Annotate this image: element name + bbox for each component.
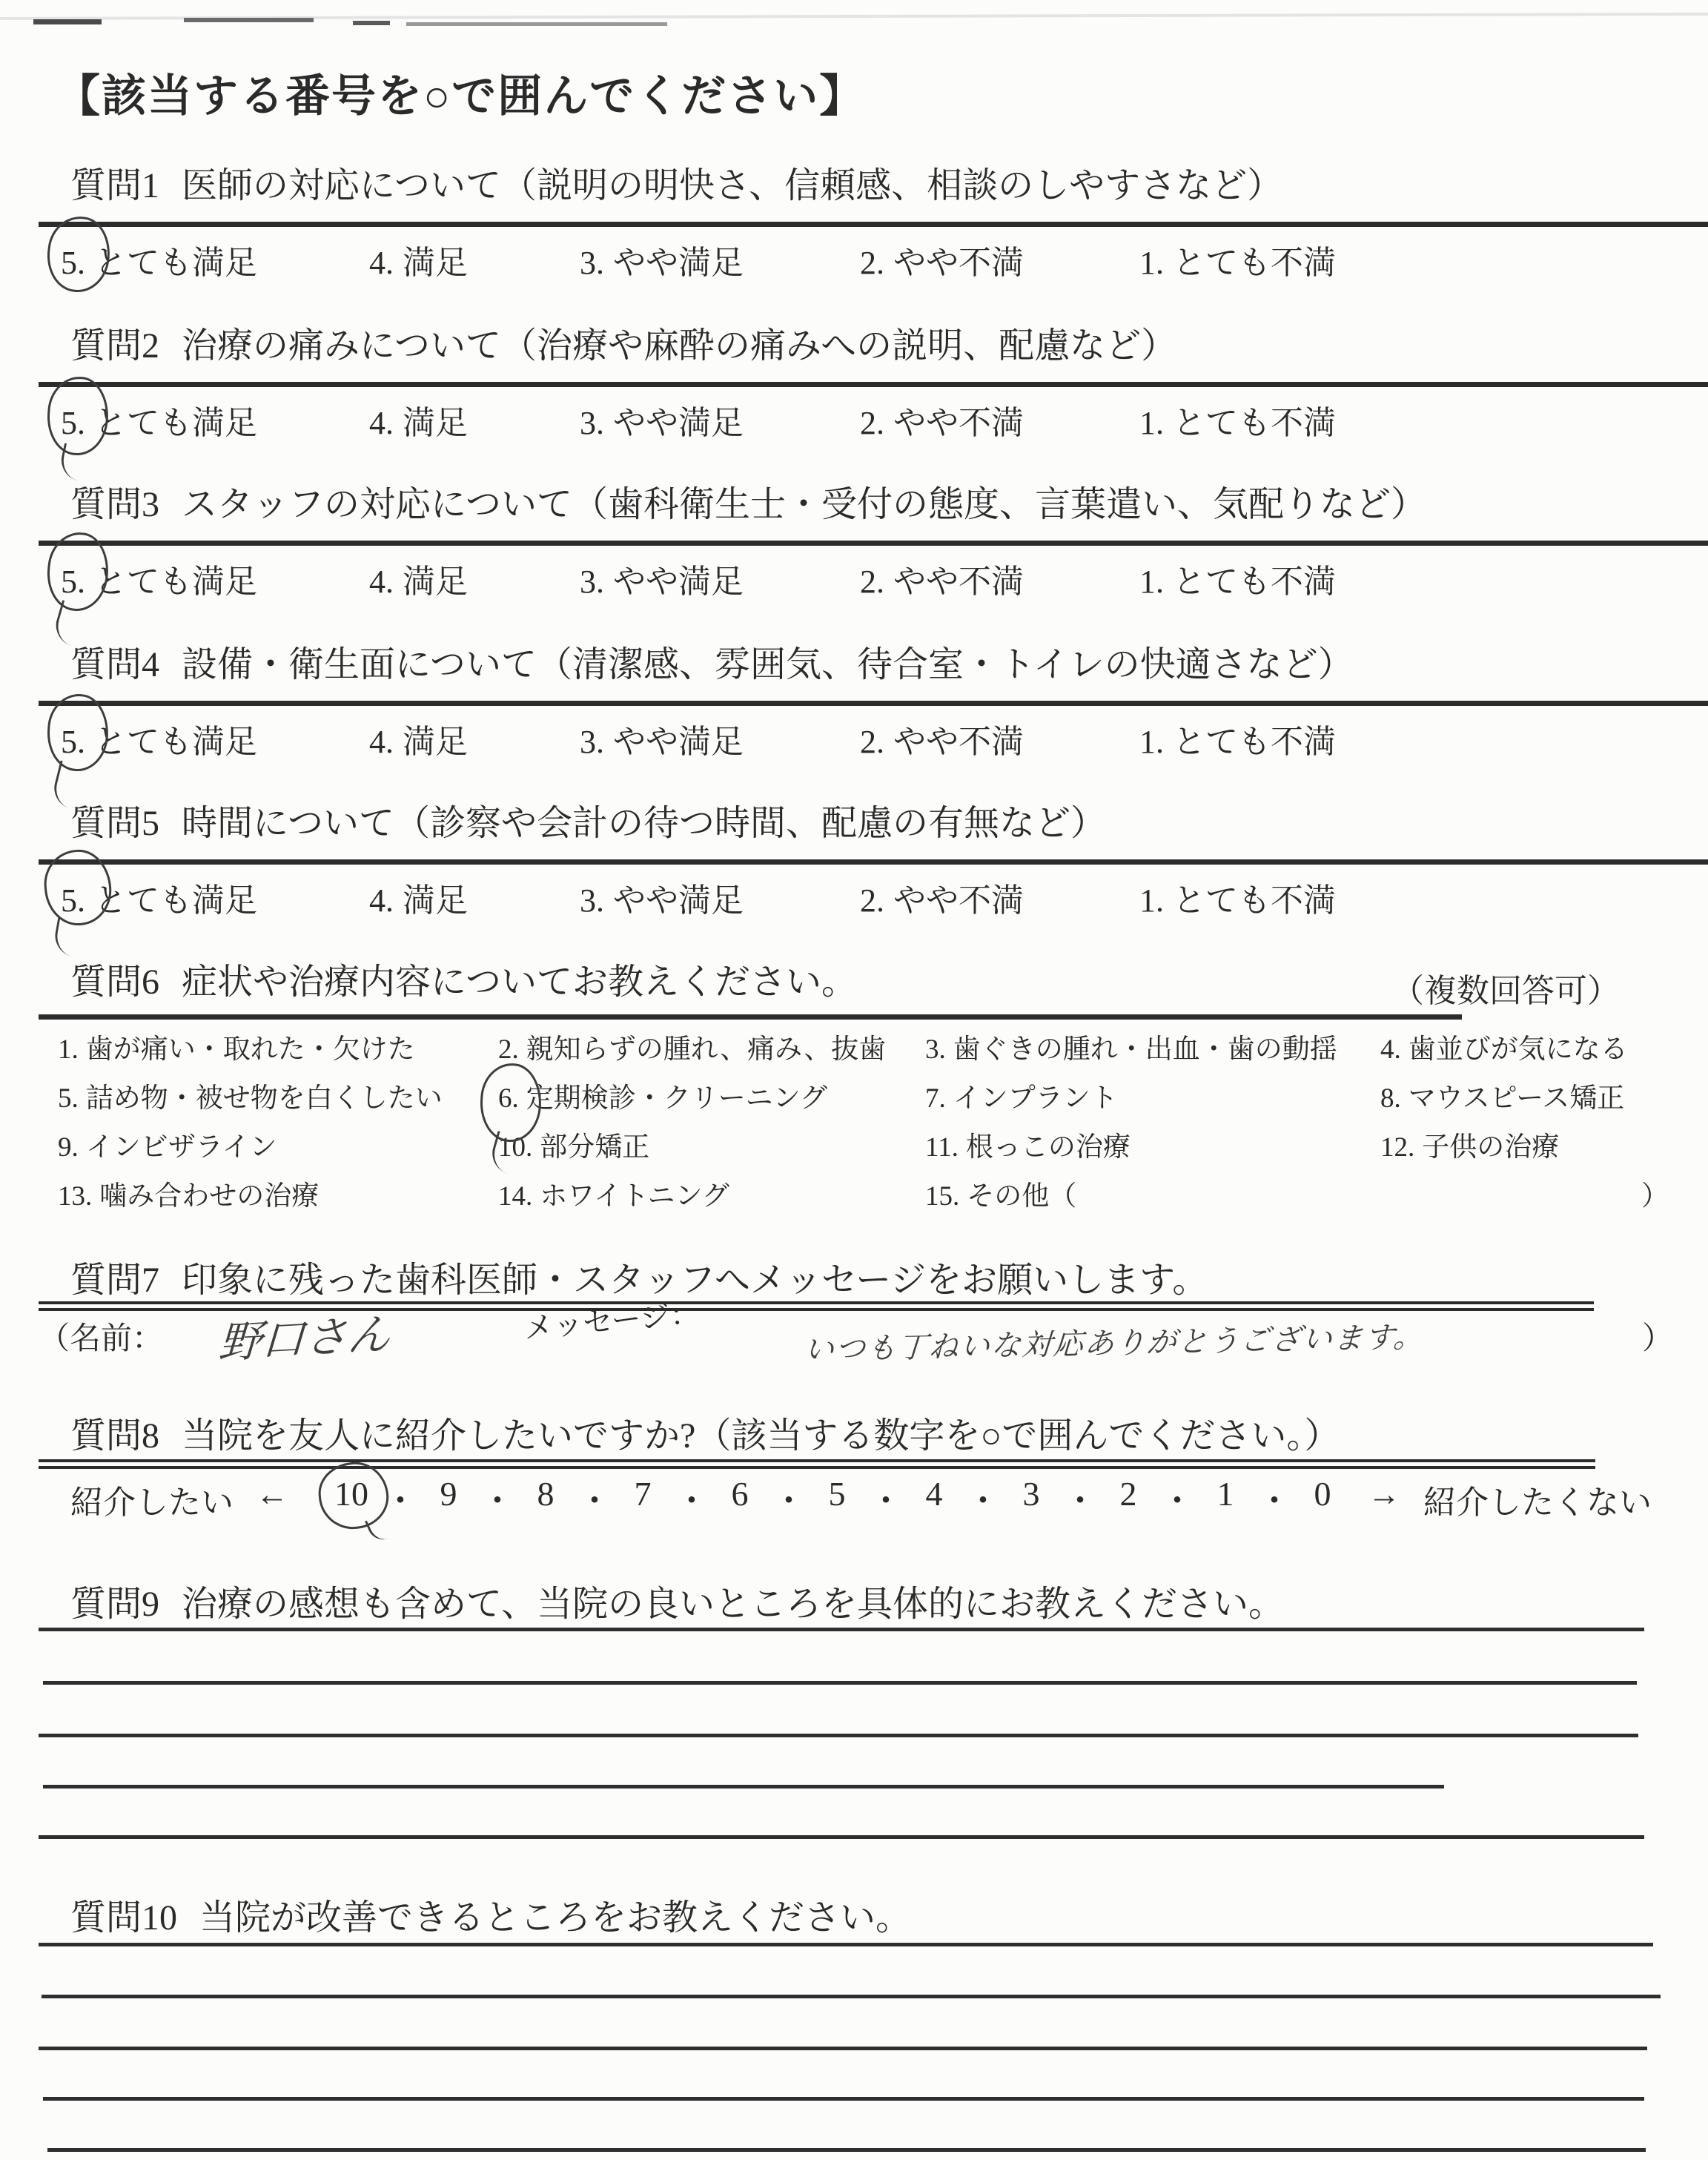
option-number: 3. [580, 882, 604, 919]
scale-dot: ・ [772, 1482, 806, 1520]
option-text: 噛み合わせの治療 [99, 1181, 320, 1212]
option-3 [580, 715, 744, 762]
option-text: 満足 [403, 724, 468, 760]
option-number: 4. [369, 245, 394, 281]
handdrawn-circle-tail [51, 600, 83, 646]
option-text: やや不満 [893, 724, 1024, 760]
question-title [70, 644, 1354, 687]
question-title [70, 1897, 911, 1940]
option-4 [369, 236, 468, 283]
question-title-text: 印象に残った歯科医師・スタッフへメッセージをお願いします。 [182, 1261, 1208, 1300]
option-text: 満足 [403, 882, 468, 919]
q6-option-7 [925, 1075, 1118, 1115]
option-text: その他（ [967, 1181, 1077, 1212]
scale-dot: ・ [1160, 1482, 1194, 1520]
option-text: 詰め物・被せ物を白くしたい [85, 1083, 443, 1114]
answer-ruled-line [42, 1995, 1661, 1998]
question-label: 質問7 [70, 1261, 160, 1300]
scale-dot: ・ [577, 1482, 612, 1520]
option-number: 4. [369, 564, 394, 600]
q6-option-11 [925, 1124, 1131, 1164]
q6-option-13 [58, 1173, 319, 1213]
close-paren: ） [1642, 1322, 1674, 1356]
option-text: 歯並びが気になる [1408, 1034, 1628, 1065]
question-title-text: 時間について（診察や会計の待つ時間、配慮の有無など） [182, 804, 1107, 843]
option-1 [1139, 555, 1336, 602]
multi-answer-note: （複数回答可） [1391, 973, 1620, 1009]
scale-number-4: 4 [925, 1475, 943, 1513]
answer-ruled-line [39, 1835, 1644, 1839]
option-number: 5. [61, 245, 85, 281]
question-7-section [0, 1259, 1708, 1407]
question-title-text: 設備・衛生面について（清潔感、雰囲気、待合室・トイレの快適さなど） [182, 645, 1354, 684]
option-number: 3. [580, 405, 604, 441]
question-6-section [0, 961, 1708, 1258]
option-text: とても不満 [1173, 245, 1336, 281]
option-number: 4. [369, 405, 394, 441]
question-label: 質問6 [70, 962, 160, 1002]
option-text: やや不満 [893, 245, 1024, 281]
scale-number-10: 10 [334, 1475, 368, 1513]
scan-artifact-dash [33, 19, 102, 24]
q6-option-12 [1380, 1124, 1559, 1164]
option-text: 定期検診・クリーニング [526, 1083, 828, 1114]
option-number: 2. [498, 1034, 519, 1065]
q6-option-5 [58, 1075, 443, 1115]
scale-dot: ・ [869, 1482, 903, 1520]
answer-ruled-line [43, 1785, 1444, 1789]
scale-number-2: 2 [1119, 1475, 1137, 1513]
option-number: 9. [58, 1132, 79, 1163]
option-text: とても満足 [94, 405, 257, 441]
option-2 [860, 715, 1024, 762]
option-2 [860, 873, 1024, 921]
question-title [70, 325, 1176, 368]
option-text: やや不満 [893, 564, 1024, 600]
question-label: 質問2 [70, 326, 160, 366]
option-number: 15. [925, 1181, 960, 1212]
option-text: マウスピース矯正 [1408, 1083, 1625, 1114]
question-title [70, 961, 857, 1004]
scan-artifact-dash [406, 22, 667, 26]
answer-ruled-line [39, 2047, 1647, 2050]
question-10-section [0, 1897, 1708, 2156]
option-text: やや不満 [893, 405, 1024, 441]
option-number: 1. [1139, 245, 1164, 281]
option-text: とても満足 [94, 724, 257, 760]
question-label: 質問9 [70, 1585, 160, 1624]
q6-option-1 [58, 1026, 415, 1066]
question-title [70, 165, 1282, 208]
option-text: 満足 [403, 245, 468, 281]
handdrawn-circle-tail [487, 1131, 518, 1174]
divider-line [39, 541, 1708, 546]
answer-ruled-line [43, 1681, 1637, 1685]
question-label: 質問3 [70, 485, 160, 524]
option-number: 6. [498, 1083, 519, 1114]
handwritten-name: 野口さん [217, 1308, 392, 1369]
scale-number-3: 3 [1022, 1475, 1040, 1513]
option-number: 8. [1380, 1083, 1401, 1114]
option-number: 2. [860, 245, 884, 281]
scale-number-0: 0 [1314, 1475, 1331, 1513]
option-4 [369, 873, 468, 921]
scale-dot: ・ [966, 1482, 1000, 1520]
option-text: 歯が痛い・取れた・欠けた [85, 1034, 415, 1065]
answer-ruled-line [39, 1943, 1653, 1946]
divider-line [39, 222, 1708, 227]
option-number: 7. [925, 1083, 946, 1114]
option-number: 5. [61, 724, 85, 760]
question-title [70, 1583, 1284, 1626]
option-number: 12. [1380, 1132, 1415, 1163]
answer-ruled-line [39, 1628, 1644, 1631]
option-4 [369, 555, 468, 602]
option-text: とても不満 [1173, 882, 1336, 919]
name-field-label: （名前： [39, 1322, 164, 1356]
option-text: 子供の治療 [1422, 1132, 1560, 1163]
option-number: 5. [61, 405, 85, 441]
question-9-section [0, 1583, 1708, 1850]
scale-number-1: 1 [1217, 1475, 1234, 1513]
scale-number-6: 6 [731, 1475, 749, 1513]
question-2-section [0, 325, 1708, 473]
option-2 [860, 236, 1024, 283]
handwritten-message: いつも丁ねいな対応ありがとうございます。 [803, 1320, 1426, 1367]
handdrawn-circle-tail [50, 760, 82, 808]
option-number: 3. [580, 245, 604, 281]
option-number: 14. [498, 1181, 533, 1212]
scale-dot: ・ [1257, 1482, 1291, 1520]
scale-right-label: 紹介したくない [1423, 1484, 1652, 1521]
question-label: 質問8 [70, 1416, 160, 1456]
option-number: 3. [580, 724, 604, 760]
option-number: 13. [58, 1181, 93, 1212]
option-text: 親知らずの腫れ、痛み、抜歯 [526, 1034, 887, 1065]
question-3-section [0, 483, 1708, 632]
question-title-text: スタッフの対応について（歯科衛生士・受付の態度、言葉遣い、気配りなど） [182, 485, 1427, 524]
option-text: やや満足 [613, 405, 744, 441]
option-number: 5. [61, 882, 85, 919]
option-4 [369, 715, 468, 762]
option-text: 歯ぐきの腫れ・出血・歯の動揺 [953, 1034, 1337, 1065]
message-field-label: メッセージ： [522, 1296, 701, 1346]
question-title [70, 802, 1106, 845]
option-number: 1. [1139, 564, 1164, 600]
divider-line [39, 382, 1708, 387]
question-title-text: 症状や治療内容についてお教えください。 [182, 962, 858, 1002]
question-5-section [0, 802, 1708, 951]
question-title [70, 483, 1426, 526]
option-3 [580, 873, 744, 921]
option-number: 5. [61, 564, 85, 600]
q6-option-14 [498, 1173, 729, 1213]
option-number: 5. [58, 1083, 79, 1114]
scale-dot: ・ [480, 1482, 514, 1520]
question-label: 質問10 [70, 1898, 178, 1938]
option-text: ホワイトニング [540, 1181, 729, 1212]
option-1 [1139, 873, 1336, 921]
page-title: 【該当する番号を○で囲んでください】 [56, 72, 866, 121]
option-number: 4. [369, 724, 394, 760]
scale-left-label: 紹介したい [70, 1484, 234, 1521]
question-label: 質問5 [70, 804, 160, 843]
option-text: とても満足 [94, 564, 257, 600]
option-number: 3. [580, 564, 604, 600]
option-text: やや不満 [893, 882, 1024, 919]
divider-double-line [39, 1459, 1595, 1469]
option-text: 部分矯正 [540, 1132, 650, 1163]
scan-artifact-dash [184, 18, 314, 22]
scale-dot: ・ [1063, 1482, 1097, 1520]
question-title-text: 治療の痛みについて（治療や麻酔の痛みへの説明、配慮など） [182, 326, 1177, 366]
q6-option-4 [1380, 1026, 1628, 1066]
option-text: やや満足 [613, 564, 744, 600]
option-text: とても不満 [1173, 564, 1336, 600]
option-2 [860, 555, 1024, 602]
scale-dot: ・ [675, 1482, 709, 1520]
q6-other-close-paren: ） [1641, 1181, 1669, 1212]
option-2 [860, 396, 1024, 443]
question-title-text: 当院を友人に紹介したいですか?（該当する数字を○で囲んでください。） [182, 1416, 1340, 1456]
option-number: 1. [58, 1034, 79, 1065]
q6-option-6 [498, 1075, 827, 1115]
option-text: 満足 [403, 564, 468, 600]
option-1 [1139, 396, 1336, 443]
scale-number-8: 8 [537, 1475, 555, 1513]
option-4 [369, 396, 468, 443]
question-4-section [0, 644, 1708, 792]
question-label: 質問1 [70, 166, 160, 205]
option-3 [580, 555, 744, 602]
answer-ruled-line [39, 1734, 1638, 1737]
question-title-text: 治療の感想も含めて、当院の良いところを具体的にお教えください。 [182, 1585, 1285, 1624]
option-number: 11. [925, 1132, 959, 1163]
answer-ruled-line [43, 2097, 1644, 2101]
q6-option-8 [1380, 1075, 1624, 1115]
q6-option-15 [925, 1173, 1076, 1213]
option-number: 2. [860, 405, 884, 441]
option-number: 2. [860, 724, 884, 760]
left-arrow-icon: ← [256, 1476, 288, 1513]
option-number: 10. [498, 1132, 533, 1163]
option-number: 1. [1139, 405, 1164, 441]
q6-option-2 [498, 1026, 886, 1066]
question-title-text: 医師の対応について（説明の明快さ、信頼感、相談のしやすさなど） [182, 166, 1283, 205]
question-title [70, 1415, 1340, 1458]
option-text: やや満足 [613, 245, 744, 281]
question-1-section [0, 165, 1708, 313]
scale-number-7: 7 [634, 1475, 652, 1513]
option-number: 4. [1380, 1034, 1401, 1065]
option-number: 1. [1139, 724, 1164, 760]
option-text: とても満足 [94, 882, 257, 919]
option-number: 2. [860, 882, 884, 919]
option-text: インプラント [953, 1083, 1118, 1114]
option-number: 4. [369, 882, 394, 919]
option-3 [580, 396, 744, 443]
handdrawn-circle-tail [52, 916, 79, 957]
option-text: やや満足 [613, 882, 744, 919]
question-title-text: 当院が改善できるところをお教えください。 [199, 1898, 912, 1938]
divider-line [39, 701, 1708, 706]
q6-option-9 [58, 1124, 277, 1164]
question-8-section [0, 1415, 1708, 1563]
option-number: 3. [925, 1034, 946, 1065]
scale-number-5: 5 [828, 1475, 846, 1513]
option-text: インビザライン [85, 1132, 277, 1163]
divider-line [39, 859, 1708, 865]
option-3 [580, 236, 744, 283]
option-number: 1. [1139, 882, 1164, 919]
divider-line [39, 1014, 1462, 1020]
option-text: とても不満 [1173, 405, 1336, 441]
right-arrow-icon: → [1368, 1476, 1400, 1513]
option-text: 満足 [403, 405, 468, 441]
option-number: 2. [860, 564, 884, 600]
option-text: 根っこの治療 [965, 1132, 1131, 1163]
option-text: とても不満 [1173, 724, 1336, 760]
option-text: やや満足 [613, 724, 744, 760]
answer-ruled-line [47, 2148, 1646, 2152]
scale-dot: ・ [383, 1482, 417, 1520]
option-1 [1139, 715, 1336, 762]
option-1 [1139, 236, 1336, 283]
question-label: 質問4 [70, 645, 160, 684]
scale-number-9: 9 [440, 1475, 457, 1513]
scan-artifact-dash [353, 21, 390, 25]
option-text: とても満足 [94, 245, 257, 281]
q6-option-3 [925, 1026, 1337, 1066]
